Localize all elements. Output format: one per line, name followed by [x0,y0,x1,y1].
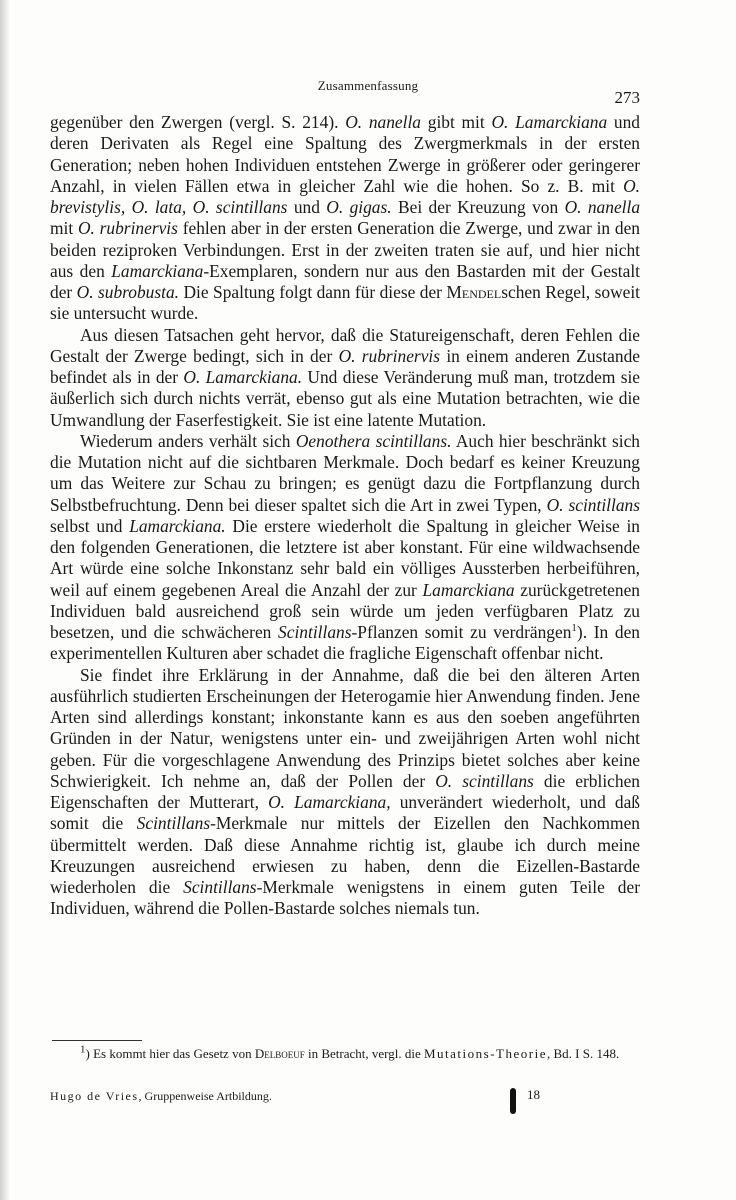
paragraph-3: Wiederum anders verhält sich Oenothera scintillans. Auch hier beschränkt sich die Mutation nicht auf die sichtbaren Merkmale. Doch bedarf es keiner Kreuzung um das Weitere zur Schau zu bringen; es genügt dazu die Fortpflanzung durch Selbstbefruchtung. Denn bei dieser spaltet sich die Art in zwei Typen, O. scintillans selbst und Lamarckiana. Die erstere wiederholt die Spaltung in gleicher Weise in den folgenden Generationen, die letztere ist aber konstant. Für eine wildwachsende Art würde eine solche Inkonstanz sehr bald ein völliges Aussterben herbeiführen, weil auf einem gegebenen Areal die Anzahl der zur Lamarckiana zurückgetretenen Individuen bald ausreichend groß sein würde um jeden verfügbaren Platz zu besetzen, und die schwächeren Scintillans-Pflanzen somit zu verdrängen$^1$). In den experimentellen Kulturen aber schadet die fragliche Eigenschaft offenbar nicht. [50,430,641,664]
page-number: 273 [614,88,640,107]
signature-author: Hugo de Vries [50,1089,139,1103]
footnote-divider [52,1040,142,1041]
footnote-number: 1 [80,1043,86,1056]
signature-line [50,1089,640,1104]
paragraph-1: gegenüber den Zwergen (vergl. S. 214). O. nanella gibt mit O. Lamarckiana und deren Derivaten als Regel eine Spaltung des Zwergmerkmals in der ersten Generation; neben hohen Individuen entstehen Zwerge in größerer oder geringerer Anzahl, in vielen Fällen etwa in gleicher Zahl wie die hohen. So z. B. mit O. brevistylis, O. lata, O. scintillans und O. gigas. Bei der Kreuzung von O. nanella mit O. rubrinervis fehlen aber in der ersten Generation die Zwerge, und zwar in den beiden reziproken Verbindungen. Erst in der zweiten traten sie auf, und hier nicht aus den Lamarckiana-Exemplaren, sondern nur aus den Bastarden mit der Gestalt der O. subrobusta. Die Spaltung folgt dann für diese der Mendelschen Regel, soweit sie untersucht wurde. [50,112,641,324]
sheet-number: 18 [527,1087,540,1102]
running-head: Zusammenfassung [317,78,419,93]
gutter-shadow [0,0,10,1200]
paragraph-2: Aus diesen Tatsachen geht hervor, daß die Statureigenschaft, deren Fehlen die Gestalt der Zwerge bedingt, sich in der O. rubrinervis in einem anderen Zustande befindet als in der O. Lamarckiana. Und diese Veränderung muß man, trotzdem sie äußerlich sich durch nichts verrät, ebenso gut als eine Mutation betrachten, wie die Umwandlung der Faserfestigkeit. Sie ist eine latente Mutation. [50,324,641,430]
paragraph-4: Sie findet ihre Erklärung in der Annahme, daß die bei den älteren Arten ausführlich studierten Erscheinungen der Heterogamie hier Anwendung finden. Jene Arten sind allerdings konstant; inkonstante kann es aus den soeben angeführten Gründen in der Natur, wenigstens unter ein- und zweijährigen Arten wohl nicht geben. Für die vorgeschlagene Anwendung des Prinzips bietet solches aber keine Schwierigkeit. Ich nehme an, daß der Pollen der O. scintillans die erblichen Eigenschaften der Mutterart, O. Lamarckiana, unverändert wiederholt, und daß somit die Scintillans-Merkmale nur mittels der Eizellen den Nachkommen übermittelt werden. Daß diese Annahme richtig ist, glaube ich durch meine Kreuzungen ausreichend erwiesen zu haben, denn die Eizellen-Bastarde wiederholen die Scintillans-Merkmale wenigstens in einem guten Teile der Individuen, während die Pollen-Bastarde solches niemals tun. [50,664,641,919]
footnote-marker: 1 [571,622,577,635]
footnote: $^1$) Es kommt hier das Gesetz von Delboeuf in Betracht, vergl. die Mutations-Theorie, Bd. I S. 148. [80,1043,620,1061]
ink-mark [510,1088,516,1114]
signature-title: , Gruppenweise Artbildung. [138,1089,272,1103]
main-text [50,112,640,920]
